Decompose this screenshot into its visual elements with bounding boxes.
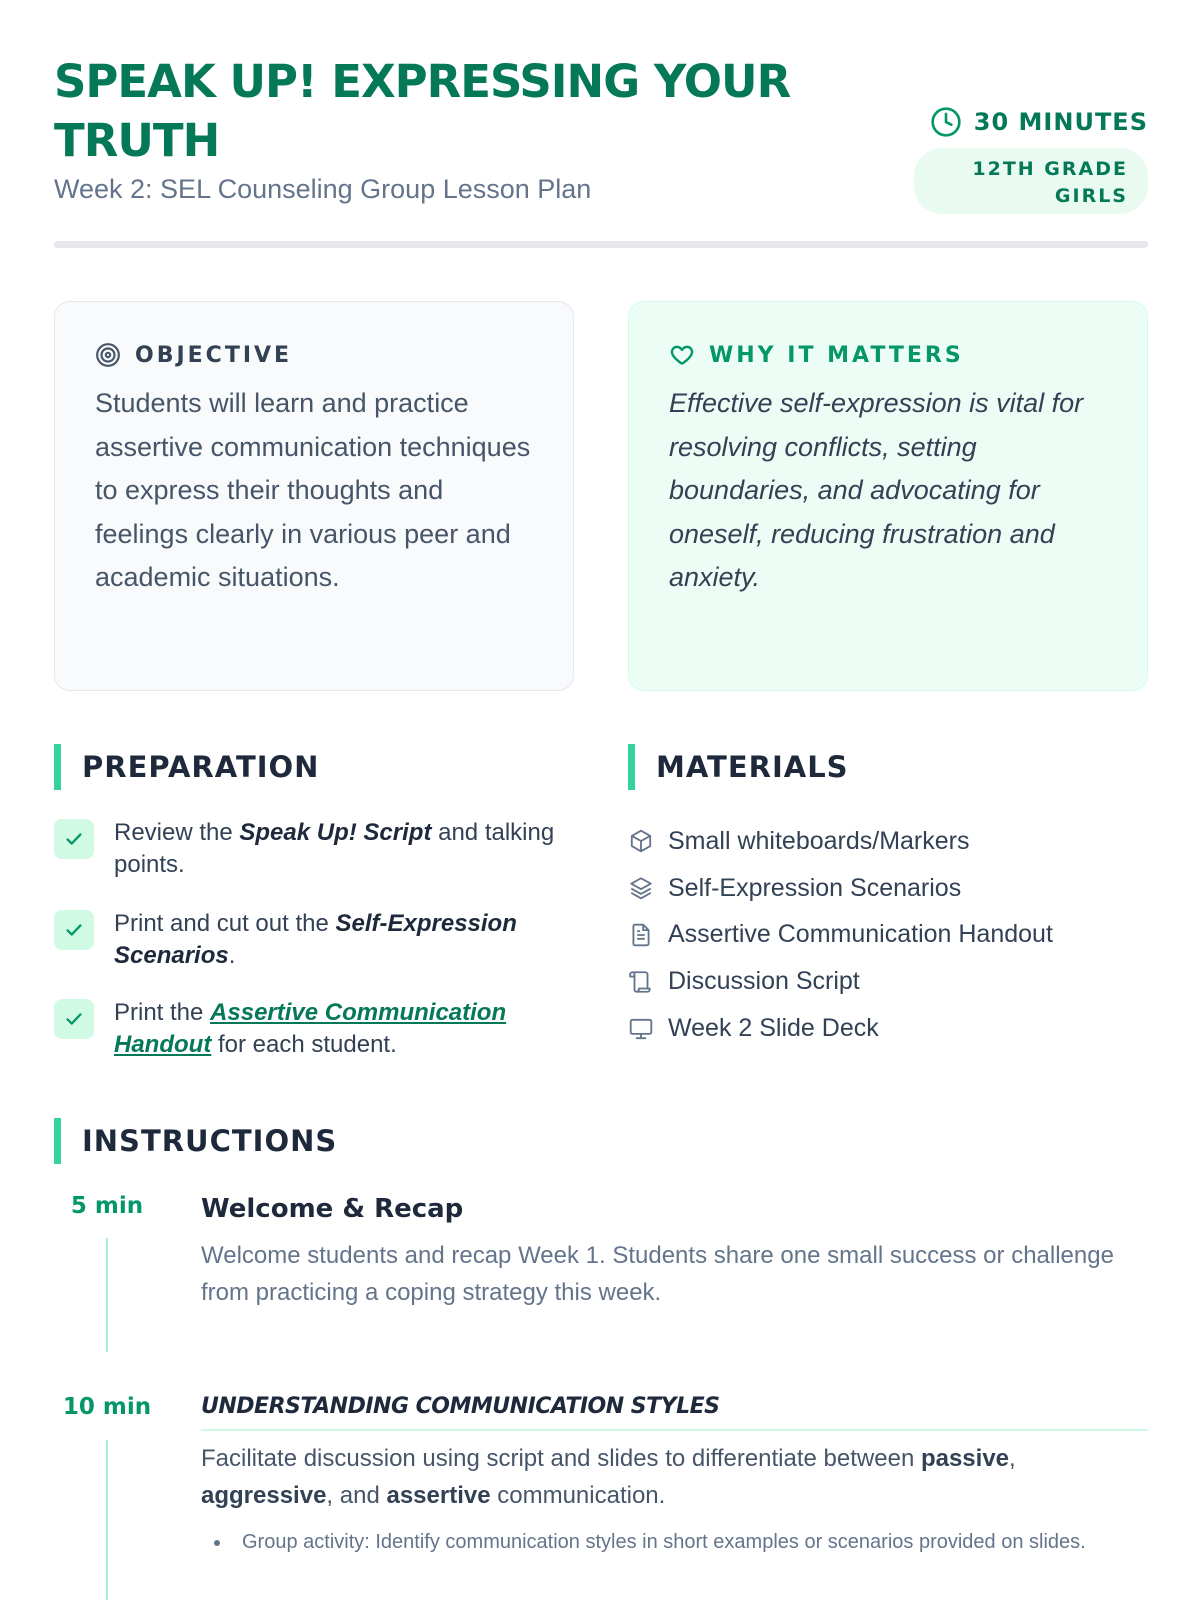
prep-text: and talking points. [114, 819, 555, 878]
step-time: 5 min [70, 1193, 144, 1219]
step-time: 10 min [62, 1394, 152, 1420]
material-label: Week 2 Slide Deck [668, 1014, 879, 1043]
prep-text: . [228, 942, 236, 969]
why-heading: WHY IT MATTERS [709, 342, 964, 368]
materials-list [628, 818, 1148, 1052]
heart-icon [669, 342, 695, 368]
header-divider [54, 241, 1148, 248]
material-item [628, 912, 1148, 959]
materials-heading: MATERIALS [628, 744, 849, 790]
header [54, 52, 1148, 248]
prep-text: Review the [114, 819, 240, 846]
step-text-bold: aggressive [201, 1482, 327, 1509]
step-title: UNDERSTANDING COMMUNICATION STYLES [201, 1394, 1148, 1431]
layers-icon [628, 875, 654, 901]
preparation-item [54, 817, 574, 881]
check-icon [54, 910, 94, 950]
page-subtitle: Week 2: SEL Counseling Group Lesson Plan [54, 174, 592, 204]
check-icon [54, 999, 94, 1039]
step-text-part: , and [326, 1482, 387, 1509]
monitor-icon [628, 1016, 654, 1042]
timeline-line [106, 1440, 108, 1600]
objective-heading: OBJECTIVE [135, 342, 293, 368]
scroll-icon [628, 969, 654, 995]
step-text-part: communication. [490, 1482, 666, 1509]
objective-card [54, 301, 574, 691]
preparation-list [54, 817, 574, 1061]
why-it-matters-card [628, 301, 1148, 691]
preparation-heading: PREPARATION [54, 744, 319, 790]
material-item [628, 958, 1148, 1005]
step-bullet [214, 1529, 1144, 1556]
material-item [628, 865, 1148, 912]
prep-text: Print the [114, 999, 211, 1026]
handout-link[interactable]: Assertive Communication Handout [114, 999, 507, 1058]
prep-text: for each student. [211, 1031, 397, 1058]
document-icon [628, 922, 654, 948]
material-label: Discussion Script [668, 967, 860, 996]
page-title: SPEAK UP! EXPRESSING YOUR TRUTH [54, 55, 791, 167]
step-text-bold: assertive [386, 1482, 491, 1509]
material-label: Self-Expression Scenarios [668, 873, 962, 902]
material-label: Small whiteboards/Markers [668, 826, 970, 855]
duration-label [930, 106, 1148, 138]
preparation-item [54, 997, 574, 1061]
clock-icon [930, 106, 962, 138]
target-icon [95, 342, 121, 368]
timeline-line [106, 1238, 108, 1352]
step-description: Welcome students and recap Week 1. Students share one small success or challenge from practicing a coping strategy this week. [201, 1242, 1114, 1306]
step-title: Welcome & Recap [201, 1194, 464, 1224]
material-item [628, 1005, 1148, 1052]
prep-emphasis: Self-Expression Scenarios [114, 910, 517, 969]
material-item [628, 818, 1148, 865]
audience-badge: 12TH GRADE GIRLS [914, 148, 1148, 214]
step-text-part: , [1009, 1445, 1016, 1472]
bullet-text: Group activity: Identify communication styles in short examples or scenarios provided on slides. [242, 1531, 1086, 1553]
why-text: Effective self-expression is vital for resolving conflicts, setting boundaries, and advocating for oneself, reducing frustration and anxiety. [669, 388, 1084, 592]
prep-text: Print and cut out the [114, 910, 336, 937]
bullet-dot [214, 1540, 220, 1546]
duration-text: 30 MINUTES [973, 108, 1148, 136]
box-icon [628, 828, 654, 854]
preparation-item [54, 908, 574, 972]
prep-emphasis: Speak Up! Script [239, 819, 432, 846]
material-label: Assertive Communication Handout [668, 920, 1053, 949]
objective-text: Students will learn and practice assertive communication techniques to express their thoughts and feelings clearly in various peer and academic situations. [95, 388, 531, 592]
step-description [201, 1440, 1148, 1514]
step-text-bold: passive [920, 1445, 1010, 1472]
instructions-heading: INSTRUCTIONS [54, 1118, 337, 1164]
step-text-part: Facilitate discussion using script and slides to differentiate between [201, 1445, 921, 1472]
check-icon [54, 819, 94, 859]
